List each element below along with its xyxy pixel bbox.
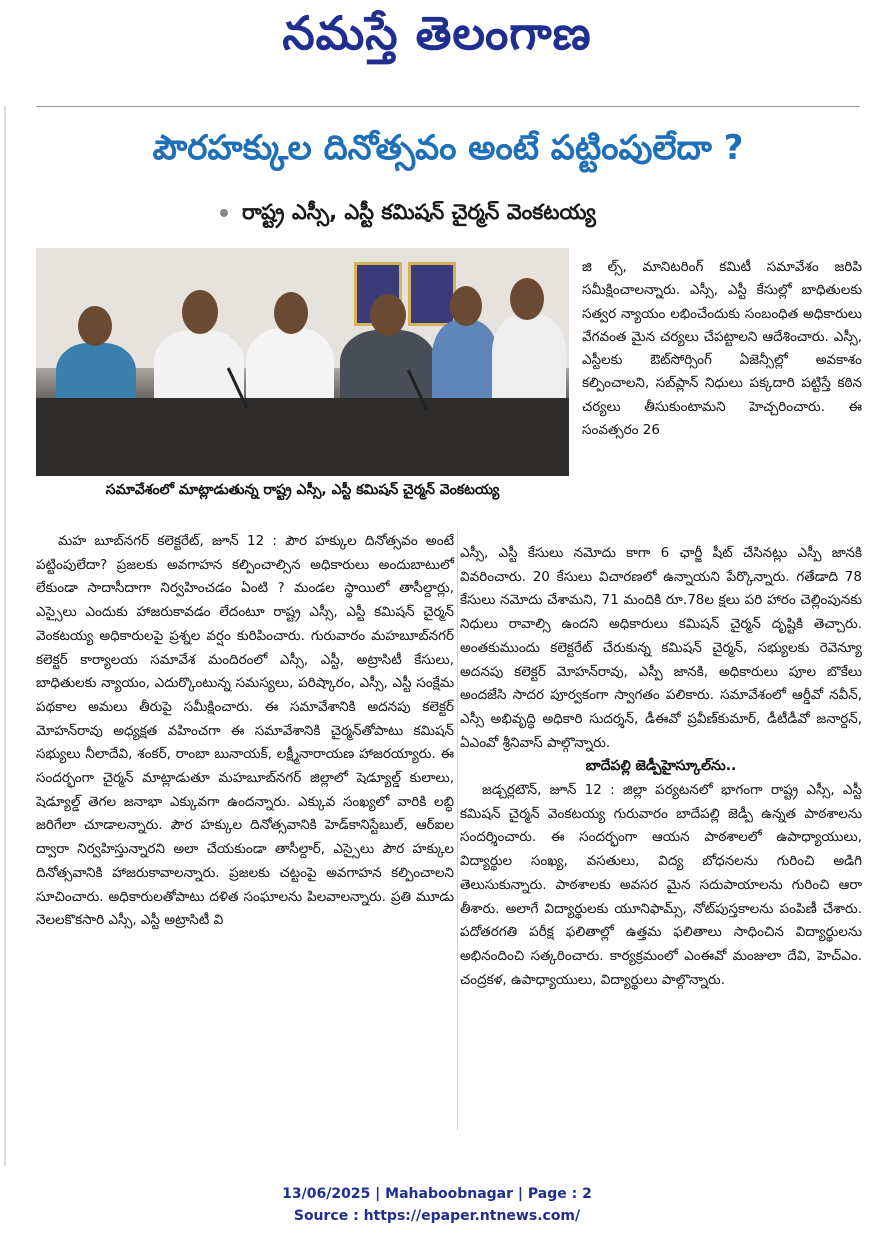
photo-person-head — [274, 292, 308, 334]
article-paragraph: జడ్చర్లటౌన్, జూన్ 12 : జిల్లా పర్యటనలో భాగంగా రాష్ట్ర ఎస్సీ, ఎస్టీ కమిషన్ చైర్మన్ వెంకటయ్య గురువారం బాదేపల్లి జెడ్పీ ఉన్నత పాఠశాలను సందర్శించారు. ఈ సందర్భంగా ఆయన పాఠశాలలో ఉపాధ్యాయులు, విద్యార్థుల సంఖ్య, వసతులు, విద్య బోధనలను గురించి అడిగి తెలుసుకున్నారు. పాఠశాలకు అవసర మైన సదుపాయాలను గురించి ఆరా తీశారు. అలాగే విద్యార్థులకు యూనిఫామ్స్, నోట్‌పుస్తకాలను పంపిణీ చేశారు. పదోతరగతి పరీక్ష ఫలితాల్లో ఉత్తమ ఫలితాలు సాధించిన విద్యార్థులను అభినందించి సత్కరించారు. కార్యక్రమంలో ఎంఈవో మంజులా దేవి, హెచ్‌ఎం. చంద్రకళ, ఉపాధ్యాయులు, విద్యార్థులు పాల్గొన్నారు. — [460, 782, 862, 988]
bullet-icon — [220, 209, 228, 217]
photo-person — [432, 320, 498, 410]
photo-person-head — [370, 294, 406, 336]
article-subhead — [220, 200, 860, 230]
photo-person-head — [510, 278, 544, 320]
page-edge-line — [4, 106, 6, 1166]
meeting-photo — [36, 248, 569, 476]
photo-table — [36, 398, 569, 476]
article-column-left — [36, 530, 454, 933]
photo-person-head — [450, 286, 482, 326]
newspaper-masthead: నమస్తే తెలంగాణ — [282, 6, 592, 60]
article-paragraph: జి ల్స్, మానిటరింగ్ కమిటీ సమావేశం జరిపి సమీక్షించాలన్నారు. ఎస్సీ, ఎస్టీ కేసుల్లో బాధితులకు సత్వర న్యాయం లభించేందుకు సంబంధిత అధికారులు వేగవంత మైన చర్యలు చేపట్టాలని ఆదేశించారు. ఎస్సీ, ఎస్టీలకు ఔట్‌సోర్సింగ్ ఏజెన్సీల్లో అవకాశం కల్పించాలని, సబ్‌ప్లాన్ నిధులు పక్కదారి పట్టిస్తే కఠిన చర్యలు తీసుకుంటామని హెచ్చరించారు. ఈ సంవత్సరం 26 — [582, 259, 862, 439]
masthead-divider — [36, 106, 860, 107]
subsection-title: బాదేపల్లి జెడ్పీహైస్కూల్‌ను.. — [585, 758, 737, 775]
photo-person — [492, 314, 566, 410]
article-column-right — [460, 542, 862, 992]
photo-person-head — [182, 290, 218, 334]
photo-caption: సమావేశంలో మాట్లాడుతున్న రాష్ట్ర ఎస్సీ, ఎస్టీ కమిషన్ చైర్మన్ వెంకటయ్య — [105, 482, 500, 498]
subhead-text: రాష్ట్ర ఎస్సీ, ఎస్టీ కమిషన్ చైర్మన్ వెంకటయ్య — [242, 200, 596, 224]
column-divider — [457, 530, 458, 1130]
portrait-frame — [408, 262, 456, 326]
footer-date-edition: 13/06/2025 | Mahaboobnagar | Page : 2 — [282, 1186, 592, 1202]
footer-source-link[interactable]: Source : https://epaper.ntnews.com/ — [293, 1208, 581, 1224]
article-column-top-right — [582, 256, 862, 442]
photo-person-head — [78, 306, 112, 346]
article-paragraph: ఎస్సీ, ఎస్టీ కేసులు నమోదు కాగా 6 ఛార్జీ షీట్ చేసినట్లు ఎస్పీ జానకి వివరించారు. 20 కేసులు విచారణలో ఉన్నాయని పేర్కొన్నారు. గతేడాది 78 కేసులు నమోదు చేశామని, 71 మందికి రూ.78ల క్షలు పరి హారం చెల్లింపునకు నిధులు రావాల్సి ఉందని అధికారులు కమిషన్ చైర్మన్ దృష్టికి తెచ్చారు. అంతకుముందు కలెక్టరేట్ చేరుకున్న కమిషన్ చైర్మన్, సభ్యులకు రెవెన్యూ అదనపు కలెక్టర్ మోహన్‌రావు, ఎస్పీ జానకి, అధికారులు పూల బొకేలు అందజేసి సాదర పూర్వకంగా స్వాగతం పలికారు. సమావేశంలో ఆర్డీవో నవీన్, ఎస్సీ అభివృద్ధి అధికారి సుదర్శన్, డీఈవో ప్రవీణ్‌కుమార్, డీటీడీవో జనార్దన్, ఏఎంవో శ్రీనివాస్ పాల్గొన్నారు. — [460, 545, 862, 751]
article-paragraph: మహ బూబ్‌నగర్ కలెక్టరేట్, జూన్ 12 : పౌర హక్కుల దినోత్సవం అంటే పట్టింపులేదా? ప్రజలకు అవగాహన కల్పించాల్సిన అధికారులు అందుబాటులో లేకుండా సాదాసీదాగా నిర్వహించడం ఏంటి ? మండల స్థాయిలో తాసీల్దార్లు, ఎస్సైలు ఎందుకు హాజరుకావడం లేదంటూ రాష్ట్ర ఎస్సీ, ఎస్టీ కమిషన్ చైర్మన్ వెంకటయ్య అధికారులపై ప్రశ్నల వర్షం కురిపించారు. గురువారం మహబూబ్‌నగర్ కలెక్టర్ కార్యాలయ సమావేశ మందిరంలో ఎస్సీ, ఎస్టీ, అట్రాసిటీ కేసులు, బాధితులకు న్యాయం, ఎదుర్కొంటున్న సమస్యలు, పరిష్కారం, ఎస్సీ, ఎస్టీ సంక్షేమ పథకాల అమలు తీరుపై సమీక్షించారు. ఈ సమావేశానికి అదనపు కలెక్టర్ మోహన్‌రావు అధ్యక్షత వహించగా ఈ సమావేశానికి చైర్మన్‌తోపాటు కమిషన్ సభ్యులు నీలాదేవి, శంకర్, రాంబా బునాయక్, లక్ష్మీనారాయణ హాజరయ్యారు. ఈ సందర్భంగా చైర్మన్ మాట్లాడుతూ మహబూబ్‌నగర్ జిల్లాలో షెడ్యూల్డ్ కులాలు, షెడ్యూల్డ్ తెగల జనాభా ఎక్కువగా ఉందన్నారు. ఎక్కువ సంఖ్యలో వారికి లబ్ధి జరిగేలా చూడాలన్నారు. పౌర హక్కుల దినోత్సవానికి హెడ్‌కానిస్టేబుల్, ఆర్‌ఐల ద్వారా నిర్వహిస్తున్నారని అలా చేయకుండా తాసీల్దార్, ఎస్సైలు పౌర హక్కుల దినోత్సవానికి హాజరుకావాలన్నారు. ప్రజలకు చట్టంపై అవగాహన కల్పించాలని సూచించారు. అధికారులతోపాటు దళిత సంఘాలను పిలవాలన్నారు. ప్రతి మూడు నెలలకొకసారి ఎస్సీ, ఎస్టీ అట్రాసిటీ వి — [36, 533, 454, 929]
article-headline: పౌరహక్కుల దినోత్సవం అంటే పట్టింపులేదా ? — [152, 128, 744, 168]
